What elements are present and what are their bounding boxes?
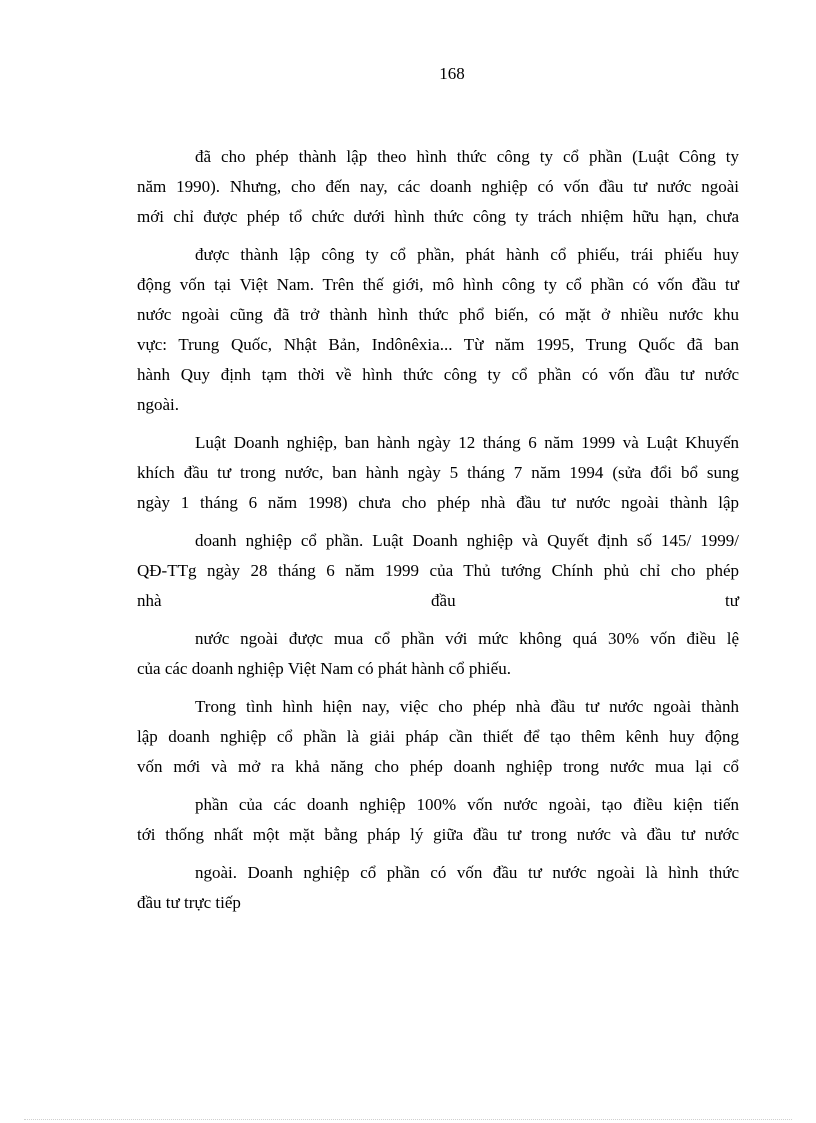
- paragraph: [137, 428, 739, 518]
- text-line: đầu tư trực tiếp: [137, 893, 241, 912]
- paragraph: [137, 240, 739, 420]
- text-line: lập doanh nghiệp cổ phần là giải pháp cần thiết để tạo thêm kênh huy động: [137, 727, 739, 746]
- text-line: tới thống nhất một mặt bằng pháp lý giữa đầu tư trong nước và đầu tư nước: [137, 825, 739, 844]
- text-line: năm 1990). Nhưng, cho đến nay, các doanh nghiệp có vốn đầu tư nước ngoài: [137, 177, 739, 196]
- paragraph: [137, 624, 739, 684]
- paragraph: [137, 790, 739, 850]
- text-line: đã cho phép thành lập theo hình thức công ty cổ phần (Luật Công ty: [195, 147, 739, 166]
- paragraph: [137, 526, 739, 616]
- paragraph: [137, 692, 739, 782]
- text-line: được thành lập công ty cổ phần, phát hành cổ phiếu, trái phiếu huy: [195, 245, 739, 264]
- text-line: của các doanh nghiệp Việt Nam có phát hành cổ phiếu.: [137, 659, 511, 678]
- text-line: Trong tình hình hiện nay, việc cho phép nhà đầu tư nước ngoài thành: [195, 697, 739, 716]
- text-line: mới chỉ được phép tổ chức dưới hình thức công ty trách nhiệm hữu hạn, chưa: [137, 207, 739, 226]
- text-line: ngày 1 tháng 6 năm 1998) chưa cho phép nhà đầu tư nước ngoài thành lập: [137, 493, 739, 512]
- text-line: ngoài.: [137, 395, 180, 414]
- text-line: khích đầu tư trong nước, ban hành ngày 5 tháng 7 năm 1994 (sửa đổi bổ sung: [137, 463, 739, 482]
- text-line: phần của các doanh nghiệp 100% vốn nước ngoài, tạo điều kiện tiến: [195, 795, 739, 814]
- text-line: hành Quy định tạm thời về hình thức công ty cổ phần có vốn đầu tư nước: [137, 365, 739, 384]
- text-line: nước ngoài được mua cổ phần với mức không quá 30% vốn điều lệ: [195, 629, 739, 648]
- paragraph: [137, 858, 739, 918]
- text-line: Luật Doanh nghiệp, ban hành ngày 12 tháng 6 năm 1999 và Luật Khuyến: [195, 433, 739, 452]
- document-body: [137, 142, 739, 918]
- text-line: vốn mới và mở ra khả năng cho phép doanh nghiệp trong nước mua lại cổ: [137, 757, 739, 776]
- page-number: 168: [439, 64, 465, 83]
- paragraph: [137, 142, 739, 232]
- text-line: nước ngoài cũng đã trở thành hình thức phổ biến, có mặt ở nhiều nước khu: [137, 305, 739, 324]
- text-line: QĐ-TTg ngày 28 tháng 6 năm 1999 của Thủ tướng Chính phủ chỉ cho phép: [137, 561, 739, 580]
- text-line: ngoài. Doanh nghiệp cổ phần có vốn đầu tư nước ngoài là hình thức: [195, 863, 739, 882]
- text-line: động vốn tại Việt Nam. Trên thế giới, mô hình công ty cổ phần có vốn đầu tư: [137, 275, 739, 294]
- text-line: vực: Trung Quốc, Nhật Bản, Indônêxia... Từ năm 1995, Trung Quốc đã ban: [137, 335, 739, 354]
- text-line: doanh nghiệp cổ phần. Luật Doanh nghiệp và Quyết định số 145/ 1999/: [195, 531, 739, 550]
- text-line: nhà đầu tư: [137, 591, 739, 610]
- page-bottom-divider: [24, 1119, 792, 1120]
